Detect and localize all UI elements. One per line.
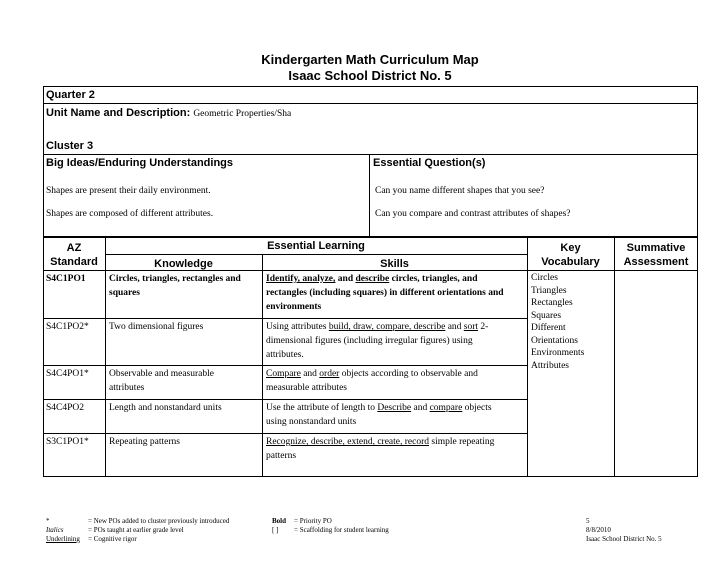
legend-key: * <box>46 517 50 525</box>
skills-line: environments <box>266 302 322 312</box>
legend-row <box>46 535 229 544</box>
unit-label <box>46 107 291 121</box>
skills-line-underlined: Identify, analyze, <box>266 274 336 284</box>
knowledge-line: Circles, triangles, rectangles and <box>109 274 241 284</box>
skills-line: Compare and order objects according to observable and <box>266 369 478 379</box>
footer-date: 8/8/2010 <box>586 526 611 534</box>
divider <box>43 154 698 155</box>
row-divider <box>105 254 527 255</box>
page-number: 5 <box>586 517 590 525</box>
standard-cell: S4C1PO1 <box>46 274 86 284</box>
footer-district: Isaac School District No. 5 <box>586 535 662 543</box>
legend-key: Italics <box>46 526 64 534</box>
legend-key: [ ] <box>272 526 279 534</box>
vocabulary-list <box>531 272 584 372</box>
az-header-line2: Standard <box>50 256 98 268</box>
skills-line-underlined: describe <box>355 274 390 284</box>
summative-header-line2: Assessment <box>623 256 689 268</box>
skills-header: Skills <box>380 258 409 270</box>
legend-row <box>272 517 389 526</box>
key-vocabulary-header <box>527 241 614 269</box>
legend-text: = New POs added to cluster previously introduced <box>88 517 230 525</box>
essential-question-2: Can you compare and contrast attributes of shapes? <box>375 209 571 219</box>
unit-value: Geometric Properties/Sha <box>193 109 292 119</box>
big-idea-1: Shapes are present their daily environment. <box>46 186 211 196</box>
az-header-line1: AZ <box>66 242 82 254</box>
vocabulary-item: Rectangles <box>531 298 573 308</box>
knowledge-line: squares <box>109 288 140 298</box>
skills-cell <box>266 435 528 463</box>
knowledge-cell <box>109 272 259 300</box>
legend-text: = POs taught at earlier grade level <box>88 526 184 534</box>
divider <box>369 154 370 237</box>
col-divider <box>105 237 106 477</box>
standard-cell: S4C1PO2* <box>46 322 89 332</box>
title-line-2: Isaac School District No. 5 <box>288 68 452 83</box>
skills-cell <box>266 367 528 395</box>
skills-line: using nonstandard units <box>266 417 357 427</box>
skills-line: Identify, analyze, and describe circles, triangles, and <box>266 274 478 284</box>
skills-line: Recognize, describe, extend, create, record simple repeating <box>266 437 495 447</box>
skills-cell <box>266 401 528 429</box>
az-standard-header <box>43 241 105 269</box>
standard-cell: S3C1PO1* <box>46 437 89 447</box>
skills-line: measurable attributes <box>266 383 347 393</box>
knowledge-cell: Repeating patterns <box>109 437 180 447</box>
vocabulary-item: Environments <box>531 348 585 358</box>
legend-text: = Cognitive rigor <box>88 535 137 543</box>
summative-assessment-header <box>614 241 698 269</box>
vocab-header-line2: Vocabulary <box>541 256 600 268</box>
legend-key: Bold <box>272 517 287 525</box>
vocabulary-item: Orientations <box>531 335 578 346</box>
row-divider <box>43 365 527 366</box>
skills-line: Use the attribute of length to Describe and compare objects <box>266 403 492 413</box>
skills-line: attributes. <box>266 350 304 360</box>
legend-row <box>46 517 229 526</box>
skills-line: Using attributes build, draw, compare, describe and sort 2- <box>266 322 489 332</box>
document-title <box>0 52 728 84</box>
legend-row <box>272 526 389 535</box>
skills-cell <box>266 272 528 314</box>
legend-row <box>46 526 229 535</box>
quarter-label: Quarter 2 <box>46 89 95 101</box>
knowledge-cell: Length and nonstandard units <box>109 403 222 413</box>
skills-line: patterns <box>266 451 297 461</box>
legend-text: = Scaffolding for student learning <box>294 526 389 534</box>
unit-label-key: Unit Name and Description: <box>46 107 191 119</box>
footer-legend-mid <box>272 517 389 535</box>
cluster-label: Cluster 3 <box>46 140 94 152</box>
footer-right <box>586 517 662 544</box>
vocabulary-item: Circles <box>531 273 558 283</box>
col-divider <box>614 237 615 477</box>
essential-learning-header: Essential Learning <box>267 240 365 252</box>
vocabulary-item: Triangles <box>531 285 567 296</box>
big-ideas-header: Big Ideas/Enduring Understandings <box>46 157 234 169</box>
skills-line: rectangles (including squares) in different orientations and <box>266 288 504 298</box>
standard-cell: S4C4PO1* <box>46 369 89 379</box>
vocabulary-item: Different <box>531 323 566 333</box>
essential-questions-header: Essential Question(s) <box>373 157 486 169</box>
knowledge-header: Knowledge <box>154 258 213 270</box>
row-divider <box>43 318 527 319</box>
summative-header-line1: Summative <box>626 242 686 254</box>
knowledge-cell: Two dimensional figures <box>109 322 204 332</box>
big-idea-2: Shapes are composed of different attributes. <box>46 209 214 219</box>
vocabulary-item: Attributes <box>531 360 569 371</box>
title-line-1: Kindergarten Math Curriculum Map <box>261 52 479 67</box>
skills-line: dimensional figures (including irregular figures) using <box>266 336 473 346</box>
legend-key: Underlining <box>46 535 80 543</box>
skills-cell <box>266 320 528 362</box>
standard-cell: S4C4PO2 <box>46 403 85 413</box>
row-divider <box>43 399 527 400</box>
row-divider <box>43 433 527 434</box>
footer-legend-left <box>46 517 229 544</box>
legend-text: = Priority PO <box>294 517 332 525</box>
knowledge-line: attributes <box>109 383 145 393</box>
divider <box>43 103 698 104</box>
knowledge-cell <box>109 367 259 395</box>
knowledge-line: Observable and measurable <box>109 369 214 379</box>
vocab-header-line1: Key <box>560 242 581 254</box>
essential-question-1: Can you name different shapes that you see? <box>375 186 545 196</box>
vocabulary-item: Squares <box>531 310 562 321</box>
